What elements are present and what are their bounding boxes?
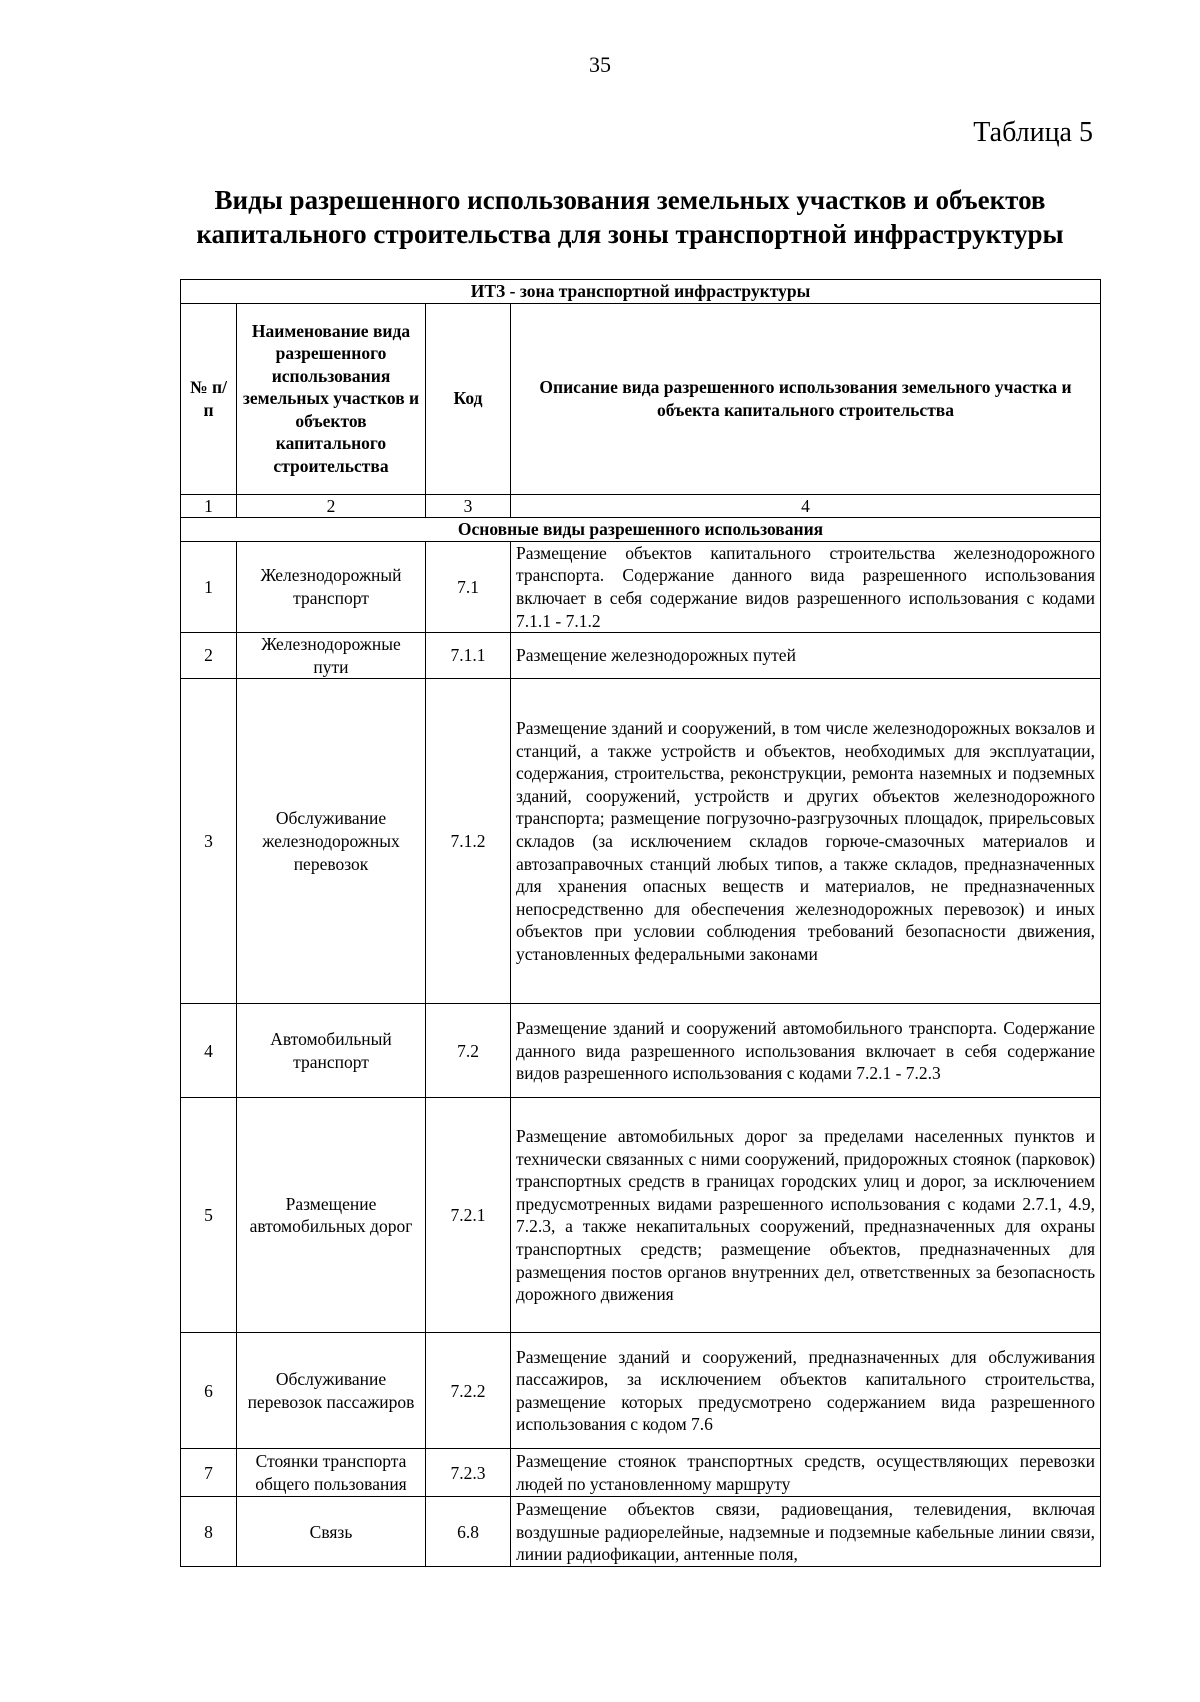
table-caption: Таблица 5: [973, 117, 1093, 148]
row-description: [511, 541, 1101, 632]
row-description-text: Размещение зданий и сооружений, в том числе железнодорожных вокзалов и станций, а также устройств и объектов, необходимых для эксплуатации, содержания, строительства, реконструкции, ремонта наземных и подземных зданий, сооружений, устройств и других объектов железнодорожного транспорта; размещение погрузочно-разгрузочных площадок, прирельсовых складов (за исключением складов горюче-смазочных материалов и автозаправочных станций любых типов, а также складов, предназначенных для хранения опасных веществ и материалов, не предназначенных непосредственно для обеспечения железнодорожных перевозок) и иных объектов при условии соблюдения требований безопасности движения, установленных федеральными законами: [516, 718, 1096, 965]
row-name: Железнодорожные пути: [237, 633, 426, 679]
row-num: 6: [181, 1333, 237, 1449]
row-code: 7.2.1: [426, 1098, 511, 1333]
column-header-description: Описание вида разрешенного использования земельного участка и объекта капитального строительства: [511, 303, 1101, 494]
row-description-text: Размещение автомобильных дорог за пределами населенных пунктов и технически связанных с ними сооружений, придорожных стоянок (парковок) транспортных средств в границах городских улиц и дорог, за исключением предусмотренных видами разрешенного использования с кодами 2.7.1, 4.9, 7.2.3, а также некапитальных сооружений, предназначенных для охраны транспортных средств; размещение объектов, предназначенных для размещения постов органов внутренних дел, ответственных за безопасность дорожного движения: [516, 1125, 1096, 1305]
table-row: [181, 1449, 1101, 1497]
row-code: 6.8: [426, 1497, 511, 1567]
row-code: 7.1.1: [426, 633, 511, 679]
row-code: 7.1: [426, 541, 511, 632]
row-name: Обслуживание железнодорожных перевозок: [237, 679, 426, 1004]
row-description-text: Размещение зданий и сооружений, предназначенных для обслуживания пассажиров, за исключением объектов капитального строительства, размещение которых предусмотрено содержанием вида разрешенного использования с кодом 7.6: [516, 1346, 1096, 1435]
row-description: [511, 679, 1101, 1004]
table-row: [181, 679, 1101, 1004]
row-num: 1: [181, 541, 237, 632]
row-code: 7.2: [426, 1004, 511, 1098]
row-name: Автомобильный транспорт: [237, 1004, 426, 1098]
column-header-name: Наименование вида разрешенного использования земельных участков и объектов капитального строительства: [237, 303, 426, 494]
table-row: [181, 1004, 1101, 1098]
row-description: [511, 1449, 1101, 1497]
section-header: Основные виды разрешенного использования: [181, 518, 1101, 542]
row-name: Обслуживание перевозок пассажиров: [237, 1333, 426, 1449]
column-index: 2: [237, 494, 426, 518]
row-description-text: Размещение объектов капитального строительства железнодорожного транспорта. Содержание данного вида разрешенного использования включает в себя содержание видов разрешенного использования с кодами 7.1.1 - 7.1.2: [516, 542, 1096, 631]
table-row: [181, 1333, 1101, 1449]
row-description: [511, 1497, 1101, 1567]
zone-header: ИТЗ - зона транспортной инфраструктуры: [181, 280, 1101, 304]
column-header-code: Код: [426, 303, 511, 494]
row-name: Стоянки транспорта общего пользования: [237, 1449, 426, 1497]
row-description-text: Размещение стоянок транспортных средств, осуществляющих перевозки людей по установленному маршруту: [516, 1451, 1096, 1494]
row-num: 3: [181, 679, 237, 1004]
row-num: 8: [181, 1497, 237, 1567]
row-code: 7.2.2: [426, 1333, 511, 1449]
land-use-table: [180, 279, 1101, 1567]
row-description: [511, 633, 1101, 679]
row-num: 4: [181, 1004, 237, 1098]
row-num: 7: [181, 1449, 237, 1497]
column-index: 4: [511, 494, 1101, 518]
row-name: Связь: [237, 1497, 426, 1567]
row-num: 2: [181, 633, 237, 679]
row-description: [511, 1098, 1101, 1333]
column-index: 3: [426, 494, 511, 518]
row-description: [511, 1333, 1101, 1449]
row-description-text: Размещение зданий и сооружений автомобильного транспорта. Содержание данного вида разрешенного использования включает в себя содержание видов разрешенного использования с кодами 7.2.1 - 7.2.3: [516, 1017, 1096, 1084]
row-code: 7.1.2: [426, 679, 511, 1004]
table-row: [181, 1497, 1101, 1567]
row-description: [511, 1004, 1101, 1098]
table-row: [181, 541, 1101, 632]
column-index: 1: [181, 494, 237, 518]
row-name: Размещение автомобильных дорог: [237, 1098, 426, 1333]
row-name: Железнодорожный транспорт: [237, 541, 426, 632]
row-num: 5: [181, 1098, 237, 1333]
table-row: [181, 633, 1101, 679]
row-description-text: Размещение железнодорожных путей: [516, 645, 796, 666]
row-description-text: Размещение объектов связи, радиовещания, телевидения, включая воздушные радиорелейные, надземные и подземные кабельные линии связи, линии радиофикации, антенные поля,: [516, 1498, 1096, 1565]
document-title: Виды разрешенного использования земельных участков и объектов капитального строительства для зоны транспортной инфраструктуры: [196, 185, 1064, 249]
row-code: 7.2.3: [426, 1449, 511, 1497]
page-number: 35: [589, 52, 611, 77]
column-header-num: № п/п: [181, 303, 237, 494]
table-row: [181, 1098, 1101, 1333]
